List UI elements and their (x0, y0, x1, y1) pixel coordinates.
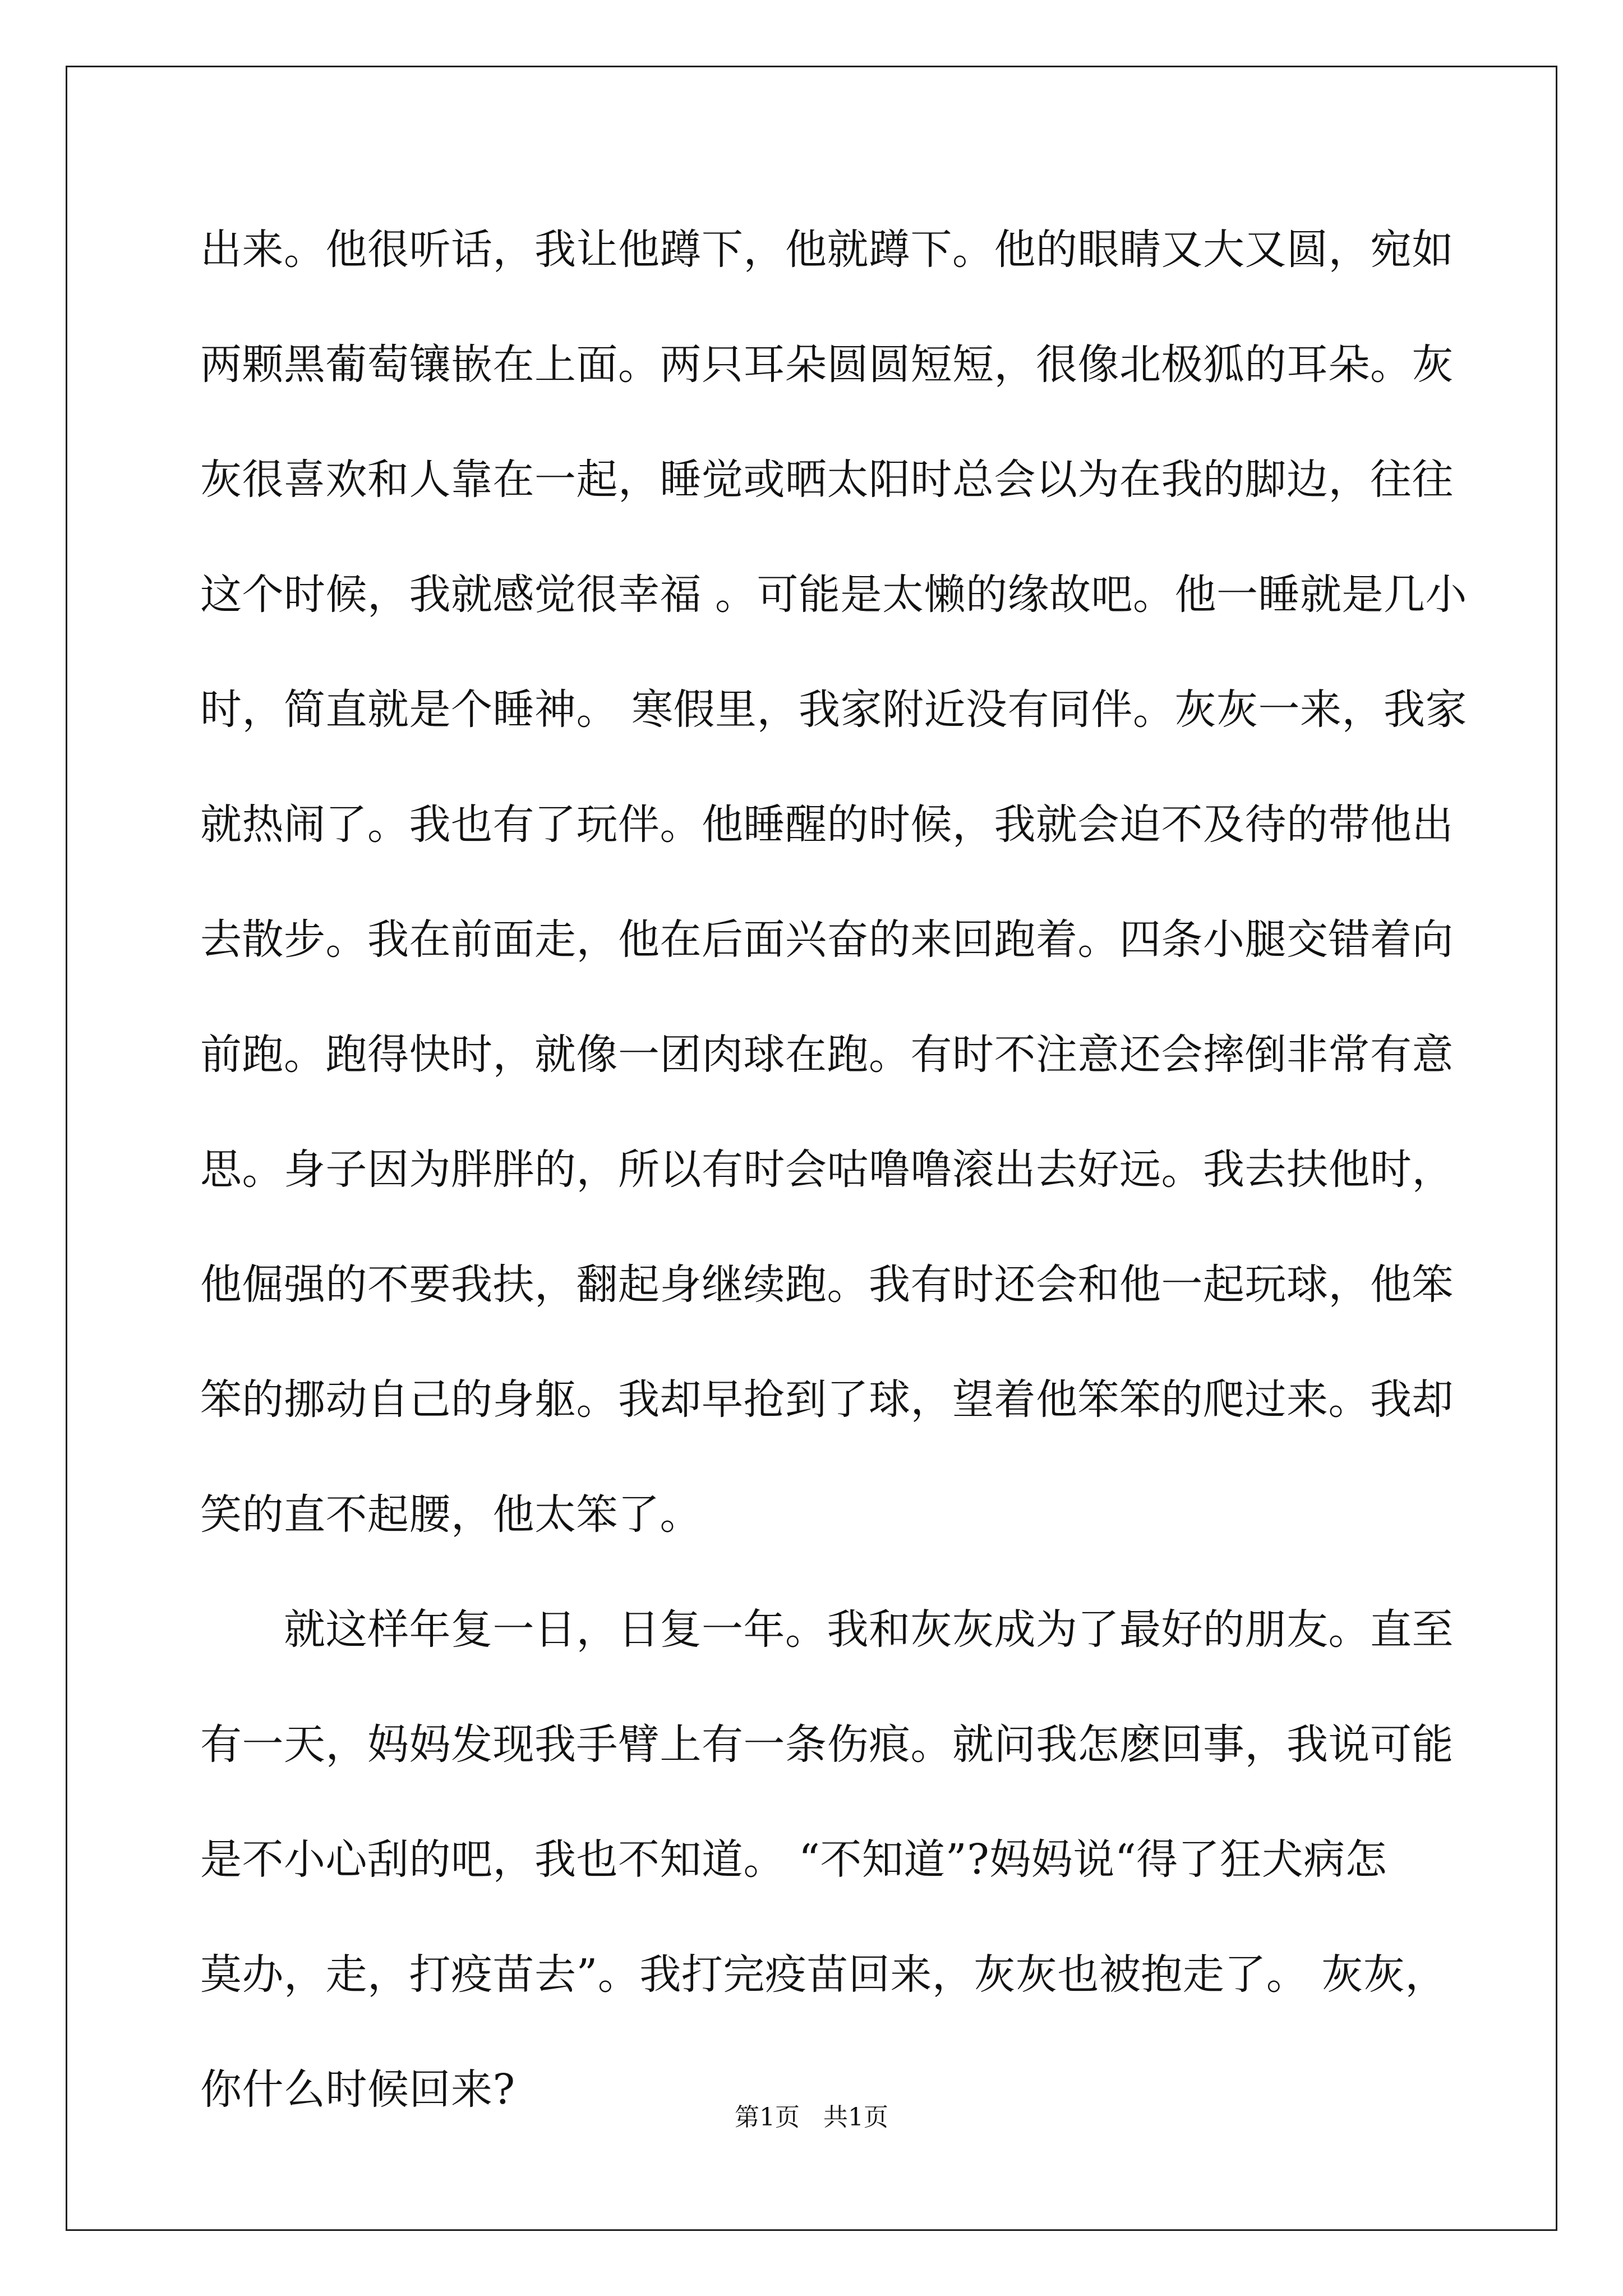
text-line: 就热闹了。我也有了玩伴。他睡醒的时候，我就会迫不及待的带他出 (200, 800, 1454, 849)
text-line: 有一天，妈妈发现我手臂上有一条伤痕。就问我怎麽回事，我说可能 (200, 1720, 1454, 1769)
text-line: 这个时候，我就感觉很幸福 。可能是太懒的缘故吧。他一睡就是几小 (200, 570, 1468, 619)
text-line: 就这样年复一日，日复一年。我和灰灰成为了最好的朋友。直至 (200, 1605, 1454, 1654)
text-line: 笨的挪动自己的身躯。我却早抢到了球，望着他笨笨的爬过来。我却 (200, 1375, 1454, 1424)
document-body (200, 208, 1468, 2162)
text-line: 你什么时候回来? (200, 2065, 515, 2114)
text-line: 是不小心刮的吧，我也不知道。 “不知道”?妈妈说“得了狂犬病怎 (200, 1835, 1387, 1884)
page-number-footer: 第1页 共1页 (735, 2103, 888, 2132)
text-line: 灰很喜欢和人靠在一起，睡觉或晒太阳时总会以为在我的脚边，往往 (200, 455, 1454, 504)
text-line: 出来。他很听话，我让他蹲下，他就蹲下。他的眼睛又大又圆，宛如 (200, 226, 1454, 274)
text-line: 时，简直就是个睡神。 寒假里，我家附近没有同伴。灰灰一来，我家 (200, 685, 1468, 734)
text-line: 笑的直不起腰，他太笨了。 (200, 1490, 702, 1539)
text-line: 两颗黑葡萄镶嵌在上面。两只耳朵圆圆短短，很像北极狐的耳朵。灰 (200, 341, 1454, 389)
text-line: 莫办，走，打疫苗去”。我打完疫苗回来，灰灰也被抱走了。 灰灰， (200, 1950, 1447, 1999)
text-line: 思。身子因为胖胖的，所以有时会咕噜噜滚出去好远。我去扶他时， (200, 1145, 1454, 1194)
text-line: 他倔强的不要我扶，翻起身继续跑。我有时还会和他一起玩球，他笨 (200, 1260, 1454, 1309)
text-line: 去散步。我在前面走，他在后面兴奋的来回跑着。四条小腿交错着向 (200, 915, 1454, 964)
text-line: 前跑。跑得快时，就像一团肉球在跑。有时不注意还会摔倒非常有意 (200, 1030, 1454, 1079)
